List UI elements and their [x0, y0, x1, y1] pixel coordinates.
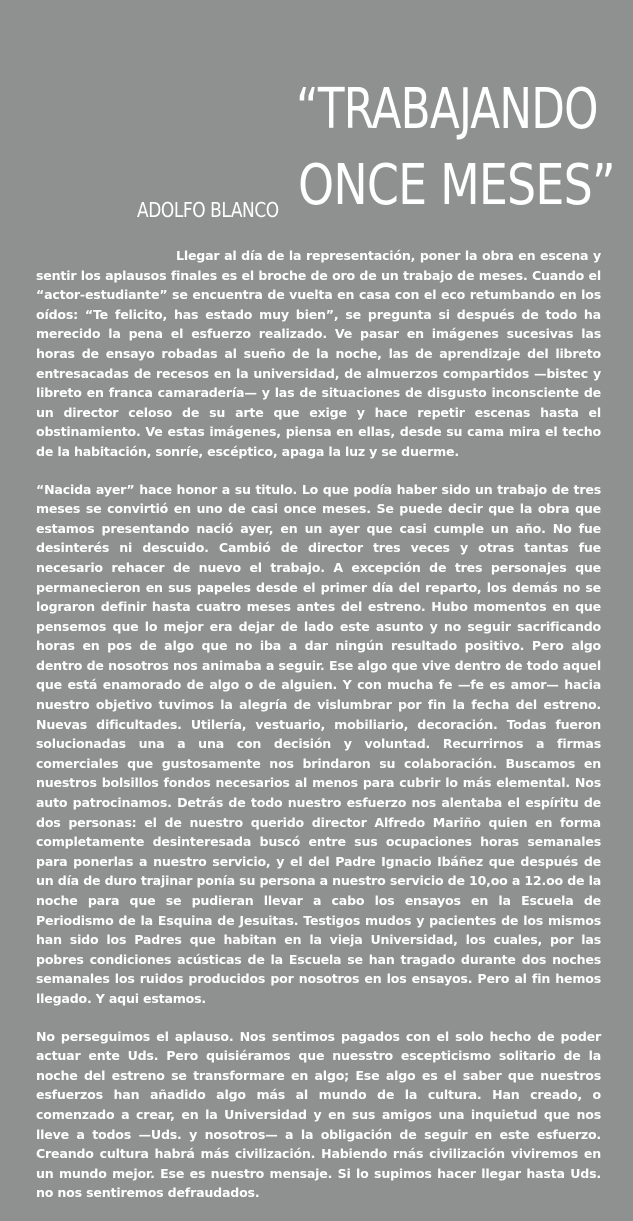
paragraph-2: “Nacida ayer” hace honor a su titulo. Lo que podía haber sido un trabajo de tres meses se convirtió en uno de casi once meses. Se puede decir que la obra que estamos presentando nació ayer, en un ayer que casi cumple un año. No fue desinterés ni descuido. Cambió de director tres veces y otras tantas fue necesario rehacer de nuevo el trabajo. A excepción de tres personajes que permanecieron en sus papeles desde el primer día del reparto, los demás no se lograron definir hasta cuatro meses antes del estreno. Hubo momentos en que pensemos que lo mejor era dejar de lado este asunto y no seguir sacrificando horas en pos de algo que no iba a dar ningún resultado positivo. Pero algo dentro de nosotros nos animaba a seguir. Ese algo que vive dentro de todo aquel que está enamorado de algo o de alguien. Y con mucha fe —fe es amor— hacia nuestro objetivo tuvimos la alegría de vislumbrar por fin la fecha del estreno. Nuevas dificultades. Utilería, vestuario, mobiliario, decoración. Todas fueron solucionadas una a una con decisión y voluntad. Recurrirnos a firmas comerciales que gustosamente nos brindaron su colaboración. Buscamos en nuestros bolsillos fondos necesarios al menos para cubrir lo más elemental. Nos auto patrocinamos. Detrás de todo nuestro esfuerzo nos alentaba el espíritu de dos personas: el de nuestro querido director Alfredo Mariño quien en forma completamente desinteresada buscó entre sus ocupaciones horas semanales para ponerlas a nuestro servicio, y el del Padre Ignacio Ibáñez que después de un día de duro trajinar ponía su persona a nuestro servicio de 10,oo a 12.oo de la noche para que se pudieran llevar a cabo los ensayos en la Escuela de Periodismo de la Esquina de Jesuitas. Testigos mudos y pacientes de los mismos han sido los Padres que habitan en la vieja Universidad, los cuales, por las pobres condiciones acústicas de la Escuela se han tragado durante dos noches semanales los ruidos producidos por nosotros en los ensayos. Pero al fin hemos llegado. Y aqui estamos.	[36, 481, 601, 1006]
article-body	[36, 246, 601, 1221]
paragraph-3: No perseguimos el aplauso. Nos sentimos pagados con el solo hecho de poder actuar ente Uds. Pero quisiéramos que nuesstro escepticismo solitario de la noche del estreno se transformare en algo; Ese algo es el saber que nuestros esfuerzos han añadido algo más al mundo de la cultura. Han creado, o comenzado a crear, en la Universidad y en sus amigos una inquietud que nos lleve a todos —Uds. y nosotros— a la obligación de seguir en este esfuerzo. Creando cultura habrá más civilización. Habiendo rnás civilización viviremos en un mundo mejor. Ese es nuestro mensaje. Si lo supimos hacer llegar hasta Uds. no nos sentiremos defraudados.	[36, 1028, 601, 1201]
title-line-2: ONCE MESES”	[298, 153, 615, 218]
author-name: ADOLFO BLANCO	[137, 198, 279, 222]
paragraph-1: Llegar al día de la representación, poner la obra en escena y sentir los aplausos finales es el broche de oro de un trabajo de meses. Cuando el “actor-estudiante” se encuentra de vuelta en casa con el eco retumbando en los oídos: “Te felicito, has estado muy bien”, se pregunta si después de todo ha merecido la pena el esfuerzo realizado. Ve pasar en imágenes sucesivas las horas de ensayo robadas al sueño de la noche, las de aprendizaje del libreto entresacadas de recesos en la universidad, de almuerzos compartidos —bistec y libreto en franca camaradería— y las de situaciones de disgusto inconsciente de un director celoso de su arte que exige y hace repetir escenas hasta el obstinamiento. Ve estas imágenes, piensa en ellas, desde su cama mira el techo de la habitación, sonríe, escéptico, apaga la luz y se duerme.	[36, 248, 601, 459]
title-line-1: “TRABAJANDO	[296, 77, 598, 142]
